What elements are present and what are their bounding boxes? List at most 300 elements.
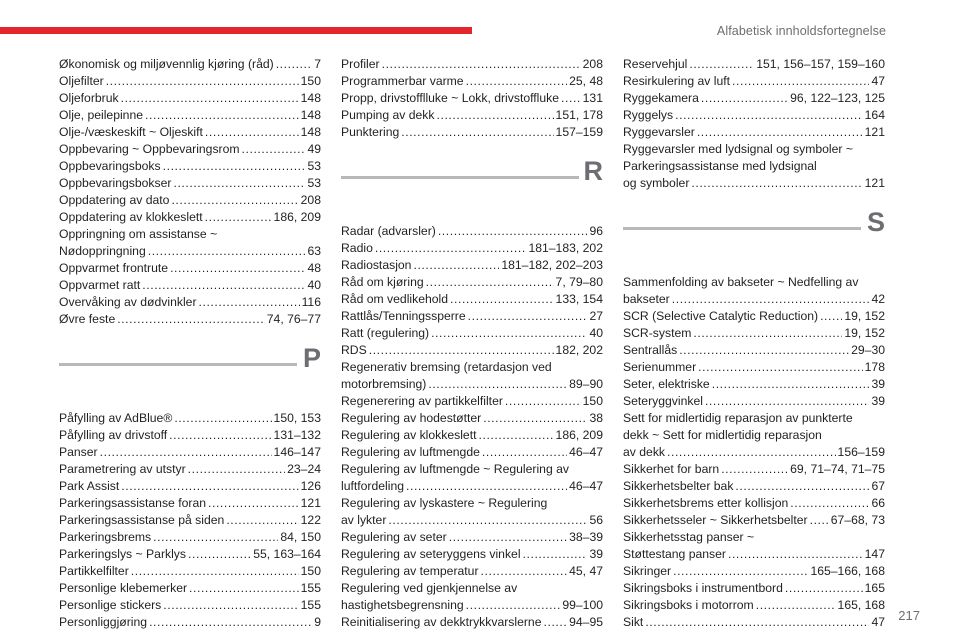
index-entry <box>341 614 603 631</box>
header-accent-bar <box>0 27 472 34</box>
index-entry-pages: 186, 209 <box>273 210 321 224</box>
index-entry <box>59 141 321 158</box>
index-entry-pages: 116 <box>301 295 321 309</box>
index-entry <box>623 529 885 563</box>
leader-dots <box>413 257 499 274</box>
leader-dots <box>131 563 299 580</box>
index-entry-pages: 46–47 <box>569 445 603 459</box>
leader-dots <box>106 73 299 90</box>
index-entry <box>623 495 885 512</box>
index-entry-line <box>59 158 321 175</box>
index-entry-pages: 126 <box>300 479 321 493</box>
index-entry-line <box>59 209 321 226</box>
index-entry <box>59 478 321 495</box>
index-entry <box>59 90 321 107</box>
leader-dots <box>756 597 836 614</box>
index-entry-pages: 165 <box>864 581 885 595</box>
index-entry-line <box>59 311 321 328</box>
index-entry-pages: 182, 202 <box>555 343 603 357</box>
index-entry-continuation: Sett for midlertidig reparasjon av punkterte <box>623 411 853 425</box>
index-entry-title: Ratt (regulering) <box>341 326 430 340</box>
index-entry-pages: 53 <box>307 159 321 173</box>
index-entry-line <box>59 175 321 192</box>
index-entry-title: Sikt <box>623 615 644 629</box>
index-entry-line <box>59 614 321 631</box>
index-entry-title: Parametrering av utstyr <box>59 462 186 476</box>
index-entry-pages: 155 <box>300 598 321 612</box>
index-entry-pages: 42 <box>871 292 885 306</box>
index-entry-pages: 19, 152 <box>844 326 885 340</box>
index-entry-pages: 150 <box>582 394 603 408</box>
index-entry-pages: 148 <box>300 91 321 105</box>
index-entry <box>341 308 603 325</box>
leader-dots <box>697 124 863 141</box>
index-entry-line <box>623 56 885 73</box>
index-entry <box>341 580 603 614</box>
index-entry-title: bakseter <box>623 292 670 306</box>
leader-dots <box>208 495 299 512</box>
index-entry-title: Sikringsboks i instrumentbord <box>623 581 783 595</box>
leader-dots <box>438 223 588 240</box>
index-entry-pages: 164 <box>864 108 885 122</box>
index-entry-title: Oljefilter <box>59 74 104 88</box>
leader-dots <box>149 614 312 631</box>
index-entry-pages: 121 <box>864 176 885 190</box>
index-entry-line <box>59 461 321 478</box>
index-entry-title: Partikkelfilter <box>59 564 129 578</box>
leader-dots <box>483 410 587 427</box>
index-entry <box>623 410 885 461</box>
index-entry-line <box>59 495 321 512</box>
leader-dots <box>426 274 554 291</box>
index-entry-title: Park Assist <box>59 479 120 493</box>
index-entry <box>623 73 885 90</box>
index-entry <box>341 359 603 393</box>
index-entry-line <box>341 444 603 461</box>
index-entry-title: Sikkerhetsbrems etter kollisjon <box>623 496 789 510</box>
leader-dots <box>732 73 869 90</box>
index-entry <box>341 427 603 444</box>
index-entry-line <box>341 107 603 124</box>
index-entry-pages: 131 <box>582 91 603 105</box>
index-entry-pages: 178 <box>864 360 885 374</box>
index-entry-title: Oppdatering av klokkeslett <box>59 210 203 224</box>
index-entry-title: Nødoppringning <box>59 244 146 258</box>
leader-dots <box>428 376 567 393</box>
index-entry <box>341 291 603 308</box>
leader-dots <box>450 291 554 308</box>
section-divider-rule <box>59 363 297 366</box>
index-entry-title: Sikringer <box>623 564 672 578</box>
index-entry <box>623 614 885 631</box>
index-entry <box>341 240 603 257</box>
index-entry-line <box>623 175 885 192</box>
index-entry-continuation: Ryggevarsler med lydsignal og symboler ~ <box>623 142 853 156</box>
index-entry-pages: 19, 152 <box>844 309 885 323</box>
leader-dots <box>820 308 842 325</box>
index-entry <box>59 158 321 175</box>
index-entry-title: Olje, peilepinne <box>59 108 144 122</box>
index-entry-pages: 165–166, 168 <box>810 564 885 578</box>
index-entry-pages: 63 <box>307 244 321 258</box>
index-entry <box>341 444 603 461</box>
leader-dots <box>679 342 849 359</box>
leader-dots <box>401 124 553 141</box>
index-entry <box>623 512 885 529</box>
leader-dots <box>145 107 299 124</box>
index-entry-line <box>341 529 603 546</box>
leader-dots <box>505 393 581 410</box>
index-entry <box>623 359 885 376</box>
index-entry-pages: 131–132 <box>273 428 321 442</box>
leader-dots <box>226 512 298 529</box>
index-entry <box>623 56 885 73</box>
leader-dots <box>691 175 862 192</box>
index-entry-continuation: Regulering av lyskastere ~ Regulering <box>341 496 548 510</box>
index-entry-title: Øvre feste <box>59 312 116 326</box>
index-entry-line <box>341 410 603 427</box>
index-entry-pages: 147 <box>864 547 885 561</box>
index-entry-line <box>623 495 885 512</box>
index-entry-title: Serienummer <box>623 360 697 374</box>
index-entry-title: Regenerering av partikkelfilter <box>341 394 503 408</box>
index-entry-title: Parkeringsassistanse på siden <box>59 513 225 527</box>
index-entry-title: Parkeringslys ~ Parklys <box>59 547 186 561</box>
index-entry-title: hastighetsbegrensning <box>341 598 464 612</box>
index-entry-continuation: Regenerativ bremsing (retardasjon ved <box>341 360 552 374</box>
index-entry-pages: 148 <box>300 108 321 122</box>
index-entry-line <box>341 393 603 410</box>
index-entry-line <box>623 325 885 342</box>
index-entry <box>59 226 321 260</box>
page-number: 217 <box>898 608 920 623</box>
index-entry-pages: 69, 71–74, 71–75 <box>790 462 885 476</box>
leader-dots <box>153 529 278 546</box>
index-entry-title: Sikkerhetsseler ~ Sikkerhetsbelter <box>623 513 808 527</box>
index-entry-pages: 9 <box>314 615 321 629</box>
leader-dots <box>242 141 306 158</box>
index-entry-pages: 84, 150 <box>280 530 321 544</box>
index-entry <box>341 325 603 342</box>
section-letter: P <box>302 343 321 373</box>
index-entry-pages: 133, 154 <box>555 292 603 306</box>
leader-dots <box>382 56 581 73</box>
index-entry <box>623 342 885 359</box>
index-entry-pages: 99–100 <box>562 598 603 612</box>
leader-dots <box>645 614 869 631</box>
leader-dots <box>810 512 829 529</box>
index-entry-line <box>341 546 603 563</box>
index-entry-pages: 96 <box>589 224 603 238</box>
leader-dots <box>142 277 305 294</box>
index-entry-line <box>341 223 603 240</box>
index-entry <box>623 478 885 495</box>
leader-dots <box>673 563 808 580</box>
leader-dots <box>173 175 305 192</box>
index-entry <box>341 274 603 291</box>
index-entry <box>341 90 603 107</box>
index-entry-title: Programmerbar varme <box>341 74 464 88</box>
leader-dots <box>468 308 588 325</box>
index-entry <box>59 444 321 461</box>
index-column-1 <box>59 56 321 631</box>
index-entry-line <box>59 141 321 158</box>
index-entry <box>59 427 321 444</box>
index-entry-line <box>623 359 885 376</box>
index-entry-line <box>623 444 885 461</box>
index-entry-line <box>59 73 321 90</box>
index-entry-pages: 29–30 <box>851 343 885 357</box>
index-entry <box>59 277 321 294</box>
leader-dots <box>672 291 870 308</box>
leader-dots <box>169 427 271 444</box>
index-entry <box>341 257 603 274</box>
index-entry-title: Pumping av dekk <box>341 108 435 122</box>
index-entry-title: Reservehjul <box>623 57 688 71</box>
index-entry-title: Oppdatering av dato <box>59 193 170 207</box>
index-entry-title: Råd om kjøring <box>341 275 424 289</box>
index-entry-continuation: Parkeringsassistanse med lydsignal <box>623 159 817 173</box>
index-entry-line <box>341 291 603 308</box>
index-entry-pages: 186, 209 <box>555 428 603 442</box>
index-entry-pages: 151, 156–157, 159–160 <box>756 57 885 71</box>
index-entry-title: RDS <box>341 343 367 357</box>
index-entry-title: Oppvarmet ratt <box>59 278 141 292</box>
index-entry-line <box>623 512 885 529</box>
leader-dots <box>276 56 313 73</box>
index-entry-title: luftfordeling <box>341 479 405 493</box>
index-entry-line <box>59 478 321 495</box>
index-entry-title: Oppvarmet frontrute <box>59 261 169 275</box>
index-entry-pages: 155 <box>300 581 321 595</box>
index-entry <box>623 124 885 141</box>
leader-dots <box>100 444 272 461</box>
leader-dots <box>712 376 870 393</box>
index-entry-pages: 48 <box>307 261 321 275</box>
index-entry-line <box>59 90 321 107</box>
index-entry <box>59 175 321 192</box>
index-entry-title: Overvåking av dødvinkler <box>59 295 197 309</box>
index-entry <box>341 495 603 529</box>
index-entry <box>59 192 321 209</box>
index-entry-line <box>623 342 885 359</box>
index-entry-title: Ryggevarsler <box>623 125 695 139</box>
leader-dots <box>701 90 788 107</box>
index-entry <box>59 563 321 580</box>
index-entry-title: Profiler <box>341 57 380 71</box>
index-entry <box>59 529 321 546</box>
index-entry-line <box>341 308 603 325</box>
index-entry-pages: 45, 47 <box>569 564 603 578</box>
index-entry <box>59 614 321 631</box>
index-entry-title: Regulering av luftmengde <box>341 445 480 459</box>
index-entry-pages: 151, 178 <box>555 108 603 122</box>
index-entry-line <box>341 512 603 529</box>
index-entry-line <box>623 614 885 631</box>
index-entry-line <box>59 410 321 427</box>
index-entry-continuation: Regulering ved gjenkjennelse av <box>341 581 518 595</box>
leader-dots <box>544 614 568 631</box>
index-entry <box>59 461 321 478</box>
index-entry-title: Seteryggvinkel <box>623 394 703 408</box>
index-entry <box>341 107 603 124</box>
leader-dots <box>479 427 554 444</box>
index-entry-title: av dekk <box>623 445 666 459</box>
index-entry-pages: 74, 76–77 <box>266 312 321 326</box>
index-entry-continuation: Regulering av luftmengde ~ Regulering av <box>341 462 569 476</box>
section-letter-divider <box>59 343 321 396</box>
section-letter: R <box>583 156 603 186</box>
index-entry <box>623 107 885 124</box>
index-entry-title: Sikringsboks i motorrom <box>623 598 754 612</box>
leader-dots <box>482 444 567 461</box>
index-entry <box>623 376 885 393</box>
index-entry <box>623 580 885 597</box>
index-entry-line <box>623 478 885 495</box>
leader-dots <box>689 56 754 73</box>
index-entry-title: Punktering <box>341 125 400 139</box>
index-entry-pages: 67 <box>871 479 885 493</box>
index-entry-continuation: Sammenfolding av bakseter ~ Nedfelling av <box>623 275 859 289</box>
index-entry-line <box>59 546 321 563</box>
leader-dots <box>171 192 298 209</box>
index-entry-pages: 23–24 <box>287 462 321 476</box>
index-entry <box>623 90 885 107</box>
index-entry-line <box>623 73 885 90</box>
leader-dots <box>705 393 869 410</box>
index-entry-title: Påfylling av drivstoff <box>59 428 168 442</box>
index-entry-line <box>59 580 321 597</box>
index-entry-title: Ryggelys <box>623 108 674 122</box>
index-entry-pages: 49 <box>307 142 321 156</box>
leader-dots <box>188 461 285 478</box>
index-entry-pages: 66 <box>871 496 885 510</box>
index-entry-line <box>623 291 885 308</box>
index-entry <box>59 73 321 90</box>
index-entry-title: Radio <box>341 241 373 255</box>
index-entry-line <box>623 546 885 563</box>
index-entry-pages: 53 <box>307 176 321 190</box>
index-entry-line <box>59 294 321 311</box>
index-entry <box>59 260 321 277</box>
index-entry-title: Reinitialisering av dekktrykkvarslerne <box>341 615 542 629</box>
index-entry-line <box>623 580 885 597</box>
index-entry-title: og symboler <box>623 176 690 190</box>
index-entry-line <box>59 529 321 546</box>
section-letter-divider <box>341 156 603 209</box>
section-divider-rule <box>623 227 861 230</box>
index-entry-pages: 7, 79–80 <box>555 275 603 289</box>
index-entry <box>341 73 603 90</box>
index-entry-line <box>341 342 603 359</box>
index-entry <box>341 546 603 563</box>
index-entry-line <box>59 277 321 294</box>
leader-dots <box>205 209 272 226</box>
leader-dots <box>466 73 568 90</box>
section-letter: S <box>866 207 885 237</box>
index-entry-title: Radar (advarsler) <box>341 224 436 238</box>
index-entry-title: Sikkerhet for barn <box>623 462 720 476</box>
index-entry-title: Ryggekamera <box>623 91 699 105</box>
leader-dots <box>189 580 299 597</box>
index-entry-line <box>341 376 603 393</box>
index-entry-pages: 40 <box>307 278 321 292</box>
leader-dots <box>121 478 298 495</box>
leader-dots <box>369 342 554 359</box>
leader-dots <box>163 597 298 614</box>
index-entry-line <box>59 512 321 529</box>
index-entry-pages: 46–47 <box>569 479 603 493</box>
index-entry <box>623 325 885 342</box>
leader-dots <box>163 158 306 175</box>
index-entry-line <box>59 597 321 614</box>
index-entry-title: Parkeringsassistanse foran <box>59 496 206 510</box>
leader-dots <box>698 359 863 376</box>
index-entry <box>59 107 321 124</box>
index-entry-pages: 146–147 <box>273 445 321 459</box>
index-entry-pages: 148 <box>300 125 321 139</box>
index-entry-title: Påfylling av AdBlue® <box>59 411 173 425</box>
index-entry-line <box>623 597 885 614</box>
index-entry-line <box>341 90 603 107</box>
index-entry <box>623 563 885 580</box>
page-header-title: Alfabetisk innholdsfortegnelse <box>716 24 886 38</box>
leader-dots <box>481 563 568 580</box>
index-entry-line <box>341 478 603 495</box>
index-entry-title: Sikkerhetsbelter bak <box>623 479 734 493</box>
leader-dots <box>188 546 251 563</box>
index-entry-title: Seter, elektriske <box>623 377 710 391</box>
leader-dots <box>121 90 299 107</box>
leader-dots <box>170 260 305 277</box>
leader-dots <box>205 124 299 141</box>
index-entry <box>623 274 885 308</box>
index-entry-pages: 208 <box>582 57 603 71</box>
index-entry-title: Råd om vedlikehold <box>341 292 449 306</box>
index-entry-title: Regulering av klokkeslett <box>341 428 477 442</box>
leader-dots <box>735 478 869 495</box>
index-entry-title: av lykter <box>341 513 387 527</box>
leader-dots <box>449 529 567 546</box>
index-entry-pages: 7 <box>314 57 321 71</box>
index-entry-line <box>623 308 885 325</box>
index-entry-title: Personlige klebemerker <box>59 581 188 595</box>
index-entry-pages: 40 <box>589 326 603 340</box>
index-entry-pages: 38 <box>589 411 603 425</box>
index-entry <box>623 308 885 325</box>
leader-dots <box>790 495 869 512</box>
index-entry <box>59 597 321 614</box>
leader-dots <box>437 107 554 124</box>
index-entry-title: Oljeforbruk <box>59 91 119 105</box>
index-entry <box>59 311 321 328</box>
index-entry-line <box>59 260 321 277</box>
index-entry-title: SCR (Selective Catalytic Reduction) <box>623 309 819 323</box>
leader-dots <box>667 444 836 461</box>
index-entry-pages: 96, 122–123, 125 <box>790 91 885 105</box>
index-entry-title: Olje-/væskeskift ~ Oljeskift <box>59 125 203 139</box>
index-entry-title: Rattlås/Tenningssperre <box>341 309 466 323</box>
index-entry-pages: 47 <box>871 615 885 629</box>
index-entry-line <box>341 427 603 444</box>
index-entry-title: Regulering av seteryggens vinkel <box>341 547 521 561</box>
leader-dots <box>675 107 863 124</box>
leader-dots <box>117 311 265 328</box>
section-letter-divider <box>623 207 885 260</box>
index-entry-pages: 25, 48 <box>569 74 603 88</box>
index-entry <box>341 124 603 141</box>
index-entry-line <box>623 563 885 580</box>
